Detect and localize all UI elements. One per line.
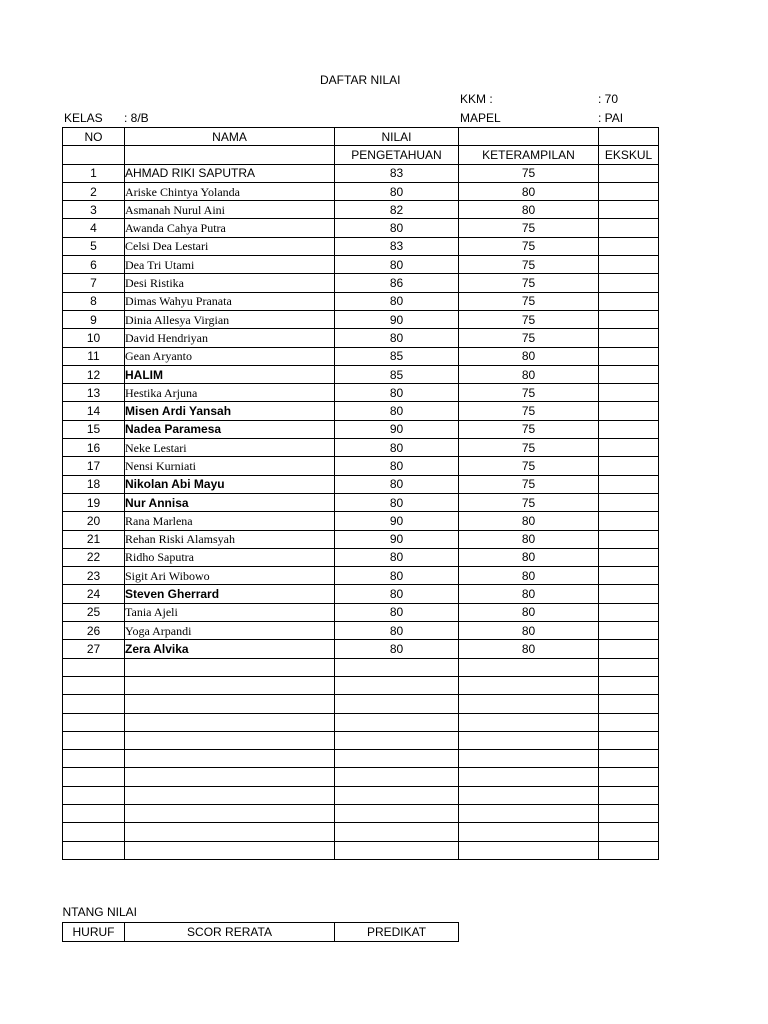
empty-cell (125, 823, 335, 841)
empty-cell (459, 768, 599, 786)
score-pengetahuan: 80 (335, 640, 459, 658)
row-number: 8 (63, 292, 125, 310)
empty-cell (459, 804, 599, 822)
empty-cell (335, 841, 459, 859)
score-pengetahuan: 80 (335, 548, 459, 566)
score-keterampilan: 75 (459, 439, 599, 457)
empty-cell (599, 658, 659, 676)
score-pengetahuan: 90 (335, 530, 459, 548)
empty-cell (599, 731, 659, 749)
score-keterampilan: 80 (459, 548, 599, 566)
student-name: AHMAD RIKI SAPUTRA (125, 164, 335, 182)
score-pengetahuan: 90 (335, 310, 459, 328)
empty-cell (63, 768, 125, 786)
page-title: DAFTAR NILAI (320, 73, 401, 87)
col-skor-header: SCOR RERATA (125, 922, 335, 941)
empty-cell (335, 768, 459, 786)
student-name: Neke Lestari (125, 439, 335, 457)
student-name: David Hendriyan (125, 329, 335, 347)
empty-cell (335, 823, 459, 841)
score-ekskul (599, 603, 659, 621)
empty-cell (459, 823, 599, 841)
empty-cell (459, 731, 599, 749)
score-ekskul (599, 622, 659, 640)
score-ekskul (599, 402, 659, 420)
score-ekskul (599, 475, 659, 493)
table-row (63, 439, 659, 457)
col-predikat-header: PREDIKAT (335, 922, 459, 941)
empty-cell (63, 731, 125, 749)
kelas-value: : 8/B (124, 111, 149, 125)
student-name: Nikolan Abi Mayu (125, 475, 335, 493)
score-keterampilan: 80 (459, 182, 599, 200)
table-row (63, 256, 659, 274)
col-ekskul-header: EKSKUL (599, 146, 659, 164)
empty-cell (125, 750, 335, 768)
row-number: 17 (63, 457, 125, 475)
score-pengetahuan: 80 (335, 493, 459, 511)
score-ekskul (599, 585, 659, 603)
empty-row (63, 823, 659, 841)
empty-cell (459, 676, 599, 694)
row-number: 10 (63, 329, 125, 347)
empty-cell (599, 695, 659, 713)
student-name: Dinia Allesya Virgian (125, 310, 335, 328)
student-name: Dea Tri Utami (125, 256, 335, 274)
empty-row (63, 695, 659, 713)
score-ekskul (599, 164, 659, 182)
mapel-value: : PAI (598, 111, 624, 125)
empty-row (63, 676, 659, 694)
empty-cell (335, 750, 459, 768)
score-ekskul (599, 420, 659, 438)
row-number: 3 (63, 201, 125, 219)
table-row (63, 384, 659, 402)
score-ekskul (599, 512, 659, 530)
col-nilai-header: NILAI (335, 128, 459, 146)
table-row (63, 548, 659, 566)
student-name: Tania Ajeli (125, 603, 335, 621)
score-keterampilan: 75 (459, 493, 599, 511)
row-number: 1 (63, 164, 125, 182)
table-row (63, 567, 659, 585)
empty-cell (63, 841, 125, 859)
score-keterampilan: 80 (459, 585, 599, 603)
empty-row (63, 841, 659, 859)
student-name: Dimas Wahyu Pranata (125, 292, 335, 310)
row-number: 22 (63, 548, 125, 566)
range-header-row (63, 922, 459, 941)
col-huruf-header: HURUF (63, 922, 125, 941)
empty-cell (125, 804, 335, 822)
table-row (63, 219, 659, 237)
header-row-1 (63, 128, 659, 146)
score-keterampilan: 75 (459, 237, 599, 255)
header-row-2 (63, 146, 659, 164)
row-number: 2 (63, 182, 125, 200)
empty-cell (63, 146, 125, 164)
kelas-label: KELAS (64, 111, 103, 125)
table-row (63, 585, 659, 603)
score-keterampilan: 75 (459, 219, 599, 237)
empty-cell (335, 658, 459, 676)
table-row (63, 512, 659, 530)
score-keterampilan: 75 (459, 256, 599, 274)
empty-cell (63, 676, 125, 694)
score-ekskul (599, 219, 659, 237)
student-name: Nur Annisa (125, 493, 335, 511)
table-row (63, 237, 659, 255)
score-keterampilan: 80 (459, 622, 599, 640)
kkm-value: : 70 (598, 92, 619, 106)
score-pengetahuan: 80 (335, 384, 459, 402)
score-keterampilan: 80 (459, 512, 599, 530)
empty-cell (63, 786, 125, 804)
score-keterampilan: 80 (459, 347, 599, 365)
empty-row (63, 731, 659, 749)
student-name: Sigit Ari Wibowo (125, 567, 335, 585)
row-number: 19 (63, 493, 125, 511)
score-pengetahuan: 86 (335, 274, 459, 292)
score-ekskul (599, 329, 659, 347)
empty-cell (335, 695, 459, 713)
row-number: 5 (63, 237, 125, 255)
student-name: HALIM (125, 365, 335, 383)
empty-cell (599, 713, 659, 731)
mapel-label: MAPEL (460, 111, 501, 125)
score-ekskul (599, 292, 659, 310)
empty-cell (63, 658, 125, 676)
student-name: Rehan Riski Alamsyah (125, 530, 335, 548)
table-row (63, 201, 659, 219)
empty-cell (459, 841, 599, 859)
col-no-header: NO (63, 128, 125, 146)
score-ekskul (599, 365, 659, 383)
student-name: Ridho Saputra (125, 548, 335, 566)
score-pengetahuan: 83 (335, 164, 459, 182)
empty-cell (63, 823, 125, 841)
row-number: 16 (63, 439, 125, 457)
table-row (63, 365, 659, 383)
score-pengetahuan: 90 (335, 512, 459, 530)
score-pengetahuan: 80 (335, 567, 459, 585)
empty-cell (63, 750, 125, 768)
score-keterampilan: 75 (459, 457, 599, 475)
empty-row (63, 750, 659, 768)
empty-cell (335, 804, 459, 822)
empty-cell (63, 804, 125, 822)
score-keterampilan: 75 (459, 292, 599, 310)
empty-cell (335, 786, 459, 804)
score-keterampilan: 80 (459, 365, 599, 383)
empty-cell (459, 786, 599, 804)
score-keterampilan: 75 (459, 475, 599, 493)
score-ekskul (599, 256, 659, 274)
empty-cell (335, 713, 459, 731)
table-row (63, 347, 659, 365)
col-nama-header: NAMA (125, 128, 335, 146)
score-keterampilan: 75 (459, 274, 599, 292)
student-name: Nensi Kurniati (125, 457, 335, 475)
row-number: 13 (63, 384, 125, 402)
student-name: Misen Ardi Yansah (125, 402, 335, 420)
student-name: Steven Gherrard (125, 585, 335, 603)
score-ekskul (599, 274, 659, 292)
score-keterampilan: 75 (459, 164, 599, 182)
score-ekskul (599, 567, 659, 585)
score-ekskul (599, 384, 659, 402)
row-number: 24 (63, 585, 125, 603)
student-name: Zera Alvika (125, 640, 335, 658)
table-row (63, 182, 659, 200)
row-number: 27 (63, 640, 125, 658)
score-pengetahuan: 85 (335, 347, 459, 365)
empty-cell (125, 146, 335, 164)
student-name: Gean Aryanto (125, 347, 335, 365)
empty-cell (125, 695, 335, 713)
empty-cell (63, 713, 125, 731)
score-ekskul (599, 237, 659, 255)
empty-cell (335, 731, 459, 749)
row-number: 18 (63, 475, 125, 493)
empty-cell (125, 731, 335, 749)
student-name: Awanda Cahya Putra (125, 219, 335, 237)
score-keterampilan: 75 (459, 384, 599, 402)
score-ekskul (599, 182, 659, 200)
empty-cell (599, 841, 659, 859)
score-pengetahuan: 80 (335, 402, 459, 420)
score-keterampilan: 80 (459, 567, 599, 585)
table-row (63, 310, 659, 328)
empty-row (63, 768, 659, 786)
score-ekskul (599, 530, 659, 548)
score-pengetahuan: 80 (335, 585, 459, 603)
table-row (63, 457, 659, 475)
empty-cell (459, 695, 599, 713)
score-pengetahuan: 80 (335, 457, 459, 475)
table-row (63, 475, 659, 493)
col-pengetahuan-header: PENGETAHUAN (335, 146, 459, 164)
score-ekskul (599, 310, 659, 328)
row-number: 23 (63, 567, 125, 585)
score-keterampilan: 75 (459, 329, 599, 347)
empty-cell (599, 676, 659, 694)
score-ekskul (599, 548, 659, 566)
table-row (63, 402, 659, 420)
score-ekskul (599, 640, 659, 658)
row-number: 21 (63, 530, 125, 548)
score-pengetahuan: 80 (335, 603, 459, 621)
empty-cell (459, 128, 599, 146)
row-number: 7 (63, 274, 125, 292)
empty-cell (335, 676, 459, 694)
score-keterampilan: 80 (459, 603, 599, 621)
row-number: 25 (63, 603, 125, 621)
student-name: Desi Ristika (125, 274, 335, 292)
score-pengetahuan: 80 (335, 182, 459, 200)
score-keterampilan: 75 (459, 402, 599, 420)
table-row (63, 603, 659, 621)
table-row (63, 640, 659, 658)
table-row (63, 292, 659, 310)
score-pengetahuan: 90 (335, 420, 459, 438)
table-row (63, 420, 659, 438)
empty-cell (599, 786, 659, 804)
grade-table (62, 127, 659, 860)
range-title: NTANG NILAI (63, 903, 459, 922)
row-number: 14 (63, 402, 125, 420)
score-pengetahuan: 85 (335, 365, 459, 383)
kkm-label: KKM : (460, 92, 493, 106)
row-number: 20 (63, 512, 125, 530)
score-keterampilan: 75 (459, 310, 599, 328)
score-pengetahuan: 80 (335, 439, 459, 457)
score-pengetahuan: 80 (335, 292, 459, 310)
student-name: Nadea Paramesa (125, 420, 335, 438)
student-name: Rana Marlena (125, 512, 335, 530)
range-table (62, 903, 459, 942)
table-row (63, 530, 659, 548)
empty-cell (125, 658, 335, 676)
table-row (63, 329, 659, 347)
col-keterampilan-header: KETERAMPILAN (459, 146, 599, 164)
empty-cell (459, 713, 599, 731)
empty-cell (459, 750, 599, 768)
score-pengetahuan: 80 (335, 219, 459, 237)
score-keterampilan: 75 (459, 420, 599, 438)
score-pengetahuan: 80 (335, 256, 459, 274)
score-ekskul (599, 493, 659, 511)
row-number: 11 (63, 347, 125, 365)
table-row (63, 274, 659, 292)
range-title-row (63, 903, 459, 922)
score-keterampilan: 80 (459, 201, 599, 219)
score-pengetahuan: 80 (335, 622, 459, 640)
empty-cell (63, 695, 125, 713)
student-name: Asmanah Nurul Aini (125, 201, 335, 219)
empty-row (63, 713, 659, 731)
score-ekskul (599, 457, 659, 475)
score-pengetahuan: 82 (335, 201, 459, 219)
row-number: 6 (63, 256, 125, 274)
empty-cell (125, 841, 335, 859)
empty-row (63, 786, 659, 804)
empty-row (63, 658, 659, 676)
empty-cell (599, 750, 659, 768)
row-number: 12 (63, 365, 125, 383)
empty-cell (125, 768, 335, 786)
table-row (63, 164, 659, 182)
score-keterampilan: 80 (459, 530, 599, 548)
score-ekskul (599, 347, 659, 365)
empty-row (63, 804, 659, 822)
score-keterampilan: 80 (459, 640, 599, 658)
empty-cell (599, 768, 659, 786)
empty-cell (125, 786, 335, 804)
empty-cell (599, 804, 659, 822)
student-name: Ariske Chintya Yolanda (125, 182, 335, 200)
row-number: 26 (63, 622, 125, 640)
score-pengetahuan: 83 (335, 237, 459, 255)
score-ekskul (599, 439, 659, 457)
empty-cell (125, 676, 335, 694)
empty-cell (459, 658, 599, 676)
row-number: 9 (63, 310, 125, 328)
score-pengetahuan: 80 (335, 329, 459, 347)
table-row (63, 493, 659, 511)
student-name: Celsi Dea Lestari (125, 237, 335, 255)
empty-cell (125, 713, 335, 731)
score-ekskul (599, 201, 659, 219)
student-name: Hestika Arjuna (125, 384, 335, 402)
student-name: Yoga Arpandi (125, 622, 335, 640)
table-row (63, 622, 659, 640)
empty-cell (599, 128, 659, 146)
score-pengetahuan: 80 (335, 475, 459, 493)
row-number: 15 (63, 420, 125, 438)
row-number: 4 (63, 219, 125, 237)
empty-cell (599, 823, 659, 841)
